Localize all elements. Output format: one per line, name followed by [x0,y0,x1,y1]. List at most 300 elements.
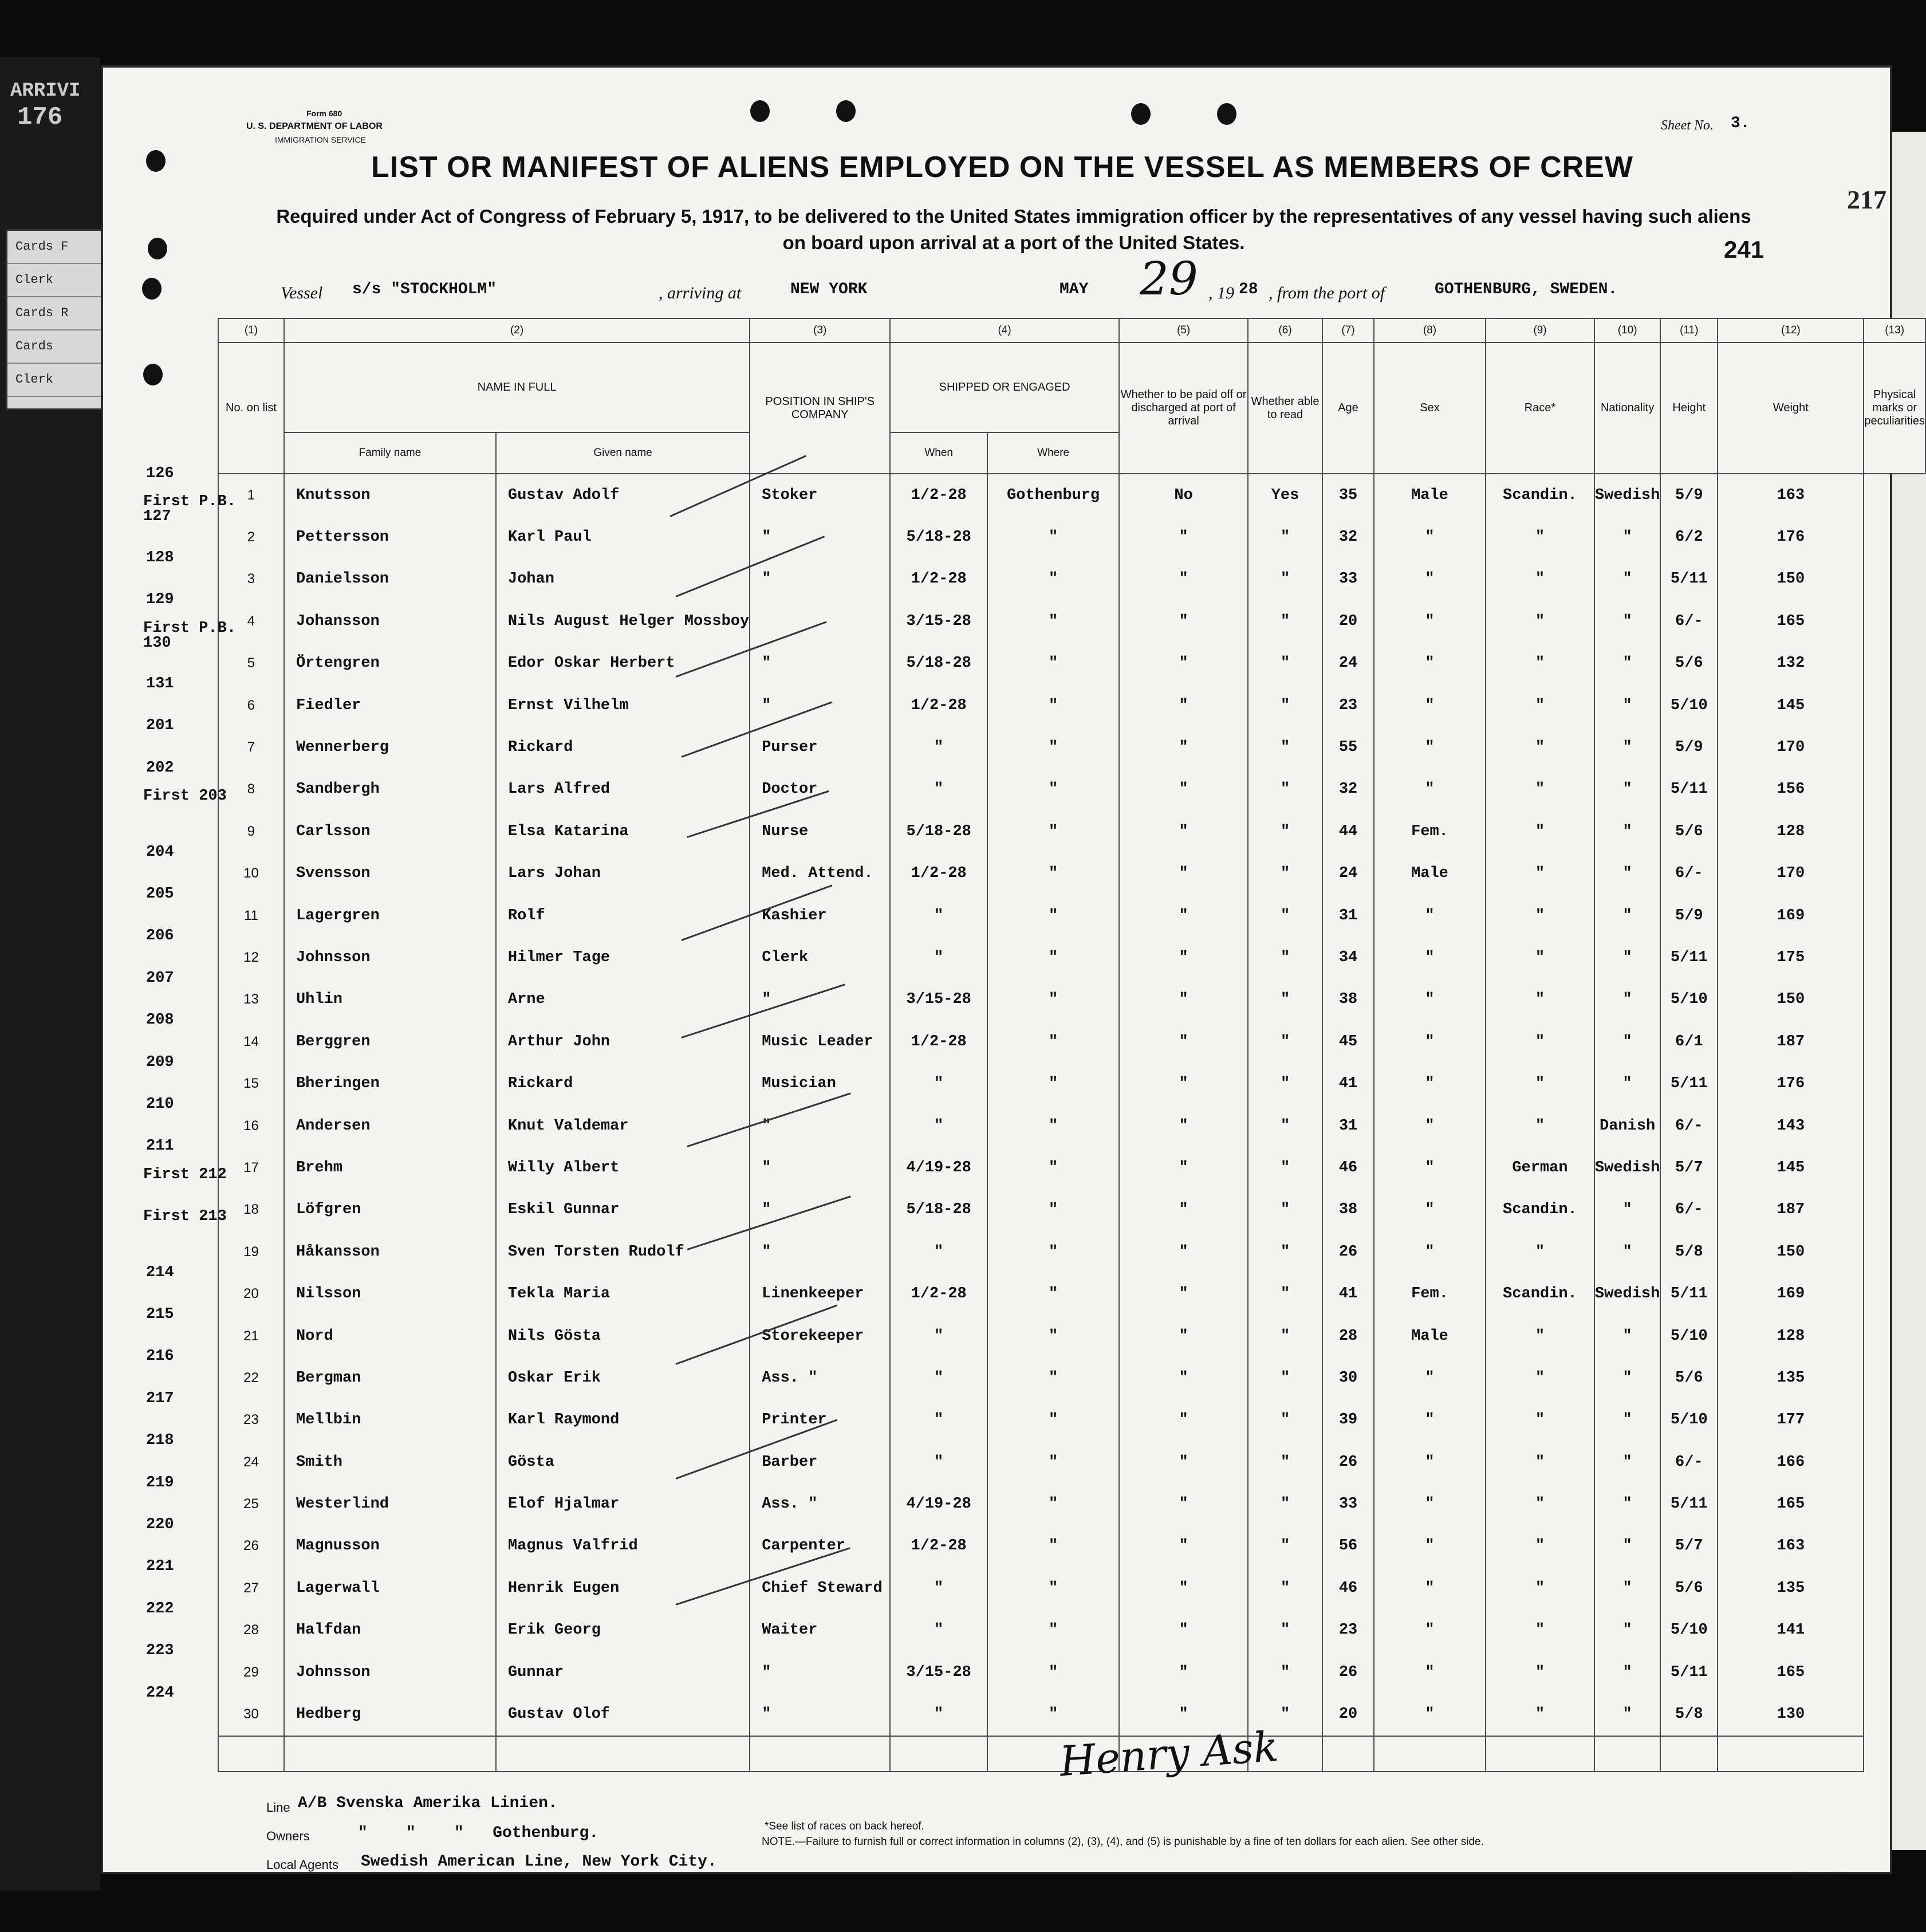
age-cell: 26 [1322,1231,1374,1273]
table-row [218,684,1925,726]
table-row [218,600,1925,642]
department-name: U. S. DEPARTMENT OF LABOR [246,121,383,131]
family-name-cell: Halfdan [284,1610,496,1651]
age-cell: 31 [1322,1105,1374,1147]
age-cell: 32 [1322,516,1374,558]
register-mark: 214 [146,1264,174,1281]
register-mark: 205 [146,886,174,903]
height-cell: 6/- [1660,1189,1718,1231]
given-name-cell: Gunnar [496,1651,750,1693]
column-number: (8) [1374,318,1486,343]
register-mark: 204 [146,843,174,861]
register-mark: 210 [146,1096,174,1113]
row-number: 29 [218,1651,284,1693]
weight-cell: 170 [1718,853,1864,895]
position-cell: Kashier [750,895,890,937]
given-name-cell: Ernst Vilhelm [496,684,750,726]
engaged-where-cell: " [987,1147,1119,1189]
height-cell: 6/- [1660,600,1718,642]
able-to-read-cell: " [1248,726,1322,768]
age-cell: 33 [1322,1483,1374,1525]
race-cell: " [1486,1063,1594,1104]
table-row [218,643,1925,684]
engaged-where-cell: " [987,1693,1119,1736]
age-cell: 41 [1322,1063,1374,1104]
race-cell: " [1486,1567,1594,1609]
given-name-cell: Elof Hjalmar [496,1483,750,1525]
nationality-cell: " [1594,1399,1660,1441]
position-cell: Stoker [750,474,890,516]
height-cell: 5/10 [1660,1315,1718,1357]
paid-off-cell: " [1119,1105,1248,1147]
age-cell: 46 [1322,1147,1374,1189]
engaged-when-cell: " [890,1105,987,1147]
column-number: (7) [1322,318,1374,343]
family-name-cell: Brehm [284,1147,496,1189]
column-number: (3) [750,318,890,343]
header-no-on-list: No. on list [218,343,284,474]
nationality-cell: " [1594,1525,1660,1567]
register-mark: First 203 [143,788,227,805]
engaged-when-cell: 1/2-28 [890,853,987,895]
weight-cell: 165 [1718,1651,1864,1693]
position-cell: Doctor [750,769,890,810]
paid-off-cell: " [1119,1483,1248,1525]
position-cell: " [750,1147,890,1189]
age-cell: 23 [1322,1610,1374,1651]
arrival-month: MAY [1060,281,1089,298]
able-to-read-cell: " [1248,1021,1322,1063]
given-name-cell: Arthur John [496,1021,750,1063]
sex-cell: Male [1374,1315,1486,1357]
punch-hole [142,278,162,300]
register-mark: First P.B. 127 [143,493,237,526]
register-mark: 126 [146,465,174,482]
table-row [218,474,1925,516]
height-cell: 6/- [1660,853,1718,895]
able-to-read-cell: " [1248,1693,1322,1736]
row-number: 24 [218,1441,284,1483]
vessel-name: s/s "STOCKHOLM" [352,281,497,298]
paid-off-cell: " [1119,1189,1248,1231]
crew-manifest-table [218,318,1926,1772]
engaged-where-cell: " [987,1399,1119,1441]
family-name-cell: Andersen [284,1105,496,1147]
family-name-cell: Danielsson [284,558,496,600]
family-name-cell: Johnsson [284,1651,496,1693]
register-mark: 129 [146,591,174,609]
row-number: 27 [218,1567,284,1609]
paid-off-cell: " [1119,769,1248,810]
sex-cell: " [1374,937,1486,978]
table-row [218,979,1925,1021]
register-mark: First 212 [143,1166,227,1183]
row-number: 12 [218,937,284,978]
height-cell: 5/10 [1660,979,1718,1021]
engaged-when-cell: 5/18-28 [890,1189,987,1231]
paid-off-cell: " [1119,853,1248,895]
row-number: 7 [218,726,284,768]
age-cell: 34 [1322,937,1374,978]
table-row [218,1063,1925,1104]
column-number: (11) [1660,318,1718,343]
row-number: 2 [218,516,284,558]
age-cell: 45 [1322,1021,1374,1063]
paid-off-cell: " [1119,1063,1248,1104]
nationality-cell: " [1594,810,1660,852]
given-name-cell: Lars Alfred [496,769,750,810]
row-number: 15 [218,1063,284,1104]
table-row [218,1315,1925,1357]
given-name-cell: Lars Johan [496,853,750,895]
right-page-number: 217 [1847,185,1886,214]
engaged-where-cell: " [987,853,1119,895]
position-cell: Ass. " [750,1483,890,1525]
column-number: (10) [1594,318,1660,343]
engaged-when-cell: " [890,1399,987,1441]
table-row [218,726,1925,768]
able-to-read-cell: " [1248,853,1322,895]
engaged-when-cell: 1/2-28 [890,1525,987,1567]
table-row [218,1273,1925,1315]
nationality-cell: " [1594,1357,1660,1399]
punch-hole [1131,103,1151,125]
weight-cell: 150 [1718,1231,1864,1273]
nationality-cell: " [1594,1315,1660,1357]
table-row [218,1651,1925,1693]
age-cell: 20 [1322,1693,1374,1736]
engaged-when-cell: 4/19-28 [890,1483,987,1525]
register-mark: 217 [146,1390,174,1407]
height-cell: 5/10 [1660,1610,1718,1651]
row-number: 18 [218,1189,284,1231]
nationality-cell: " [1594,1441,1660,1483]
race-cell: " [1486,1693,1594,1736]
family-name-cell: Lagerwall [284,1567,496,1609]
race-cell: " [1486,1399,1594,1441]
sex-cell: " [1374,726,1486,768]
engaged-where-cell: " [987,1063,1119,1104]
register-mark: 202 [146,759,174,777]
race-cell: " [1486,558,1594,600]
table-row [218,1189,1925,1231]
engaged-where-cell: " [987,1273,1119,1315]
position-cell: " [750,1693,890,1736]
table-row [218,810,1925,852]
family-name-cell: Nord [284,1315,496,1357]
able-to-read-cell: " [1248,1189,1322,1231]
given-name-cell: Elsa Katarina [496,810,750,852]
family-name-cell: Johnsson [284,937,496,978]
given-name-cell: Rickard [496,726,750,768]
given-name-cell: Karl Raymond [496,1399,750,1441]
subtitle-line: on board upon arrival at a port of the United States. [782,232,1245,253]
row-number: 5 [218,643,284,684]
given-name-cell: Rickard [496,1063,750,1104]
header-shipped-engaged: SHIPPED OR ENGAGED [890,343,1119,432]
age-cell: 28 [1322,1315,1374,1357]
table-row [218,937,1925,978]
row-number: 26 [218,1525,284,1567]
margin-card-label: Clerk [7,364,122,397]
able-to-read-cell: " [1248,600,1322,642]
punch-hole [836,100,856,122]
paid-off-cell: " [1119,1357,1248,1399]
paid-off-cell: " [1119,600,1248,642]
height-cell: 5/11 [1660,558,1718,600]
row-number: 20 [218,1273,284,1315]
nationality-cell: " [1594,684,1660,726]
header-given-name: Given name [496,432,750,474]
able-to-read-cell: " [1248,1273,1322,1315]
position-cell: Carpenter [750,1525,890,1567]
age-cell: 55 [1322,726,1374,768]
margin-card-label: Cards [7,330,122,364]
table-row [218,1567,1925,1609]
engaged-when-cell: " [890,726,987,768]
sex-cell: Fem. [1374,1273,1486,1315]
position-cell: " [750,1105,890,1147]
race-cell: " [1486,600,1594,642]
sex-cell: " [1374,643,1486,684]
race-cell: " [1486,643,1594,684]
engaged-where-cell: " [987,726,1119,768]
weight-cell: 187 [1718,1189,1864,1231]
race-cell: " [1486,769,1594,810]
nationality-cell: " [1594,769,1660,810]
race-cell: " [1486,853,1594,895]
sex-cell: " [1374,979,1486,1021]
row-number: 28 [218,1610,284,1651]
position-cell [750,600,890,642]
paid-off-cell: " [1119,726,1248,768]
punch-hole [143,364,163,385]
engaged-when-cell: 3/15-28 [890,979,987,1021]
row-number: 3 [218,558,284,600]
sex-cell: " [1374,558,1486,600]
sex-cell: " [1374,1441,1486,1483]
register-mark: 207 [146,969,174,987]
register-mark: 224 [146,1684,174,1702]
age-cell: 41 [1322,1273,1374,1315]
age-cell: 20 [1322,600,1374,642]
paid-off-cell: " [1119,1441,1248,1483]
position-cell: " [750,516,890,558]
family-name-cell: Magnusson [284,1525,496,1567]
paid-off-cell: " [1119,1525,1248,1567]
weight-cell: 176 [1718,1063,1864,1104]
register-mark: 206 [146,927,174,945]
age-cell: 39 [1322,1399,1374,1441]
given-name-cell: Oskar Erik [496,1357,750,1399]
weight-cell: 128 [1718,810,1864,852]
family-name-cell: Nilsson [284,1273,496,1315]
able-to-read-cell: " [1248,1063,1322,1104]
table-row [218,1105,1925,1147]
sex-cell: " [1374,1105,1486,1147]
weight-cell: 150 [1718,558,1864,600]
margin-card-label: Cards R [7,297,122,330]
family-name-cell: Smith [284,1441,496,1483]
row-number: 19 [218,1231,284,1273]
weight-cell: 145 [1718,1147,1864,1189]
weight-cell: 166 [1718,1441,1864,1483]
paid-off-cell: " [1119,1610,1248,1651]
engaged-when-cell: 1/2-28 [890,1273,987,1315]
age-cell: 33 [1322,558,1374,600]
able-to-read-cell: " [1248,1231,1322,1273]
table-row [218,1693,1925,1736]
age-cell: 23 [1322,684,1374,726]
sex-cell: " [1374,684,1486,726]
given-name-cell: Gösta [496,1441,750,1483]
header-name-in-full: NAME IN FULL [284,343,750,432]
engaged-when-cell: " [890,937,987,978]
column-number: (2) [284,318,750,343]
sheet-label: Sheet No. [1661,118,1714,133]
weight-cell: 169 [1718,1273,1864,1315]
arrival-day: 29 [1140,252,1198,305]
position-cell: " [750,1651,890,1693]
height-cell: 5/10 [1660,684,1718,726]
margin-card-label: Cards F [7,231,122,264]
officer-signature: Henry Ask [1058,1722,1280,1786]
age-cell: 32 [1322,769,1374,810]
departure-port: GOTHENBURG, SWEDEN. [1435,281,1618,298]
height-cell: 5/11 [1660,1651,1718,1693]
nationality-cell: " [1594,1483,1660,1525]
engaged-where-cell: " [987,810,1119,852]
column-number: (9) [1486,318,1594,343]
able-to-read-cell: " [1248,895,1322,937]
race-cell: Scandin. [1486,474,1594,516]
column-number: (13) [1864,318,1925,343]
engaged-when-cell: 3/15-28 [890,1651,987,1693]
height-cell: 6/2 [1660,516,1718,558]
race-cell: " [1486,1610,1594,1651]
register-mark: 221 [146,1558,174,1576]
weight-cell: 145 [1718,684,1864,726]
header-physical-marks: Physical marks or peculiarities [1864,343,1925,474]
race-cell: " [1486,516,1594,558]
engaged-when-cell: 5/18-28 [890,643,987,684]
given-name-cell: Hilmer Tage [496,937,750,978]
column-number: (1) [218,318,284,343]
family-name-cell: Pettersson [284,516,496,558]
engaged-when-cell: " [890,1357,987,1399]
sex-cell: Male [1374,853,1486,895]
sex-cell: " [1374,1147,1486,1189]
position-cell: " [750,558,890,600]
paid-off-cell: " [1119,643,1248,684]
race-cell: " [1486,684,1594,726]
header-able-to-read: Whether able to read [1248,343,1322,474]
register-mark: 208 [146,1012,174,1029]
engaged-where-cell: " [987,1021,1119,1063]
able-to-read-cell: " [1248,1483,1322,1525]
engaged-where-cell: " [987,937,1119,978]
paid-off-cell: " [1119,937,1248,978]
race-cell: " [1486,1483,1594,1525]
sex-cell: " [1374,1651,1486,1693]
able-to-read-cell: " [1248,1567,1322,1609]
header-sex: Sex [1374,343,1486,474]
header-age: Age [1322,343,1374,474]
paid-off-cell: " [1119,1651,1248,1693]
engaged-where-cell: " [987,1567,1119,1609]
nationality-cell: " [1594,1567,1660,1609]
register-mark: 201 [146,717,174,735]
age-cell: 46 [1322,1567,1374,1609]
given-name-cell: Gustav Olof [496,1693,750,1736]
race-cell: Scandin. [1486,1189,1594,1231]
height-cell: 5/11 [1660,1063,1718,1104]
row-number: 22 [218,1357,284,1399]
register-mark: 211 [146,1138,174,1155]
given-name-cell: Johan [496,558,750,600]
paid-off-cell: " [1119,1273,1248,1315]
row-number: 11 [218,895,284,937]
column-number: (4) [890,318,1119,343]
given-name-cell: Arne [496,979,750,1021]
race-cell: " [1486,895,1594,937]
document-subtitle [126,203,1901,256]
weight-cell: 150 [1718,979,1864,1021]
table-row [218,558,1925,600]
row-number: 4 [218,600,284,642]
engaged-where-cell: " [987,1231,1119,1273]
engaged-when-cell: 5/18-28 [890,516,987,558]
position-cell: Clerk [750,937,890,978]
height-cell: 6/- [1660,1105,1718,1147]
sex-cell: " [1374,1483,1486,1525]
engaged-when-cell: 3/15-28 [890,600,987,642]
given-name-cell: Sven Torsten Rudolf [496,1231,750,1273]
height-cell: 5/11 [1660,1483,1718,1525]
table-row [218,1147,1925,1189]
engaged-where-cell: " [987,600,1119,642]
sex-cell: " [1374,516,1486,558]
edge-number: 176 [17,103,63,132]
race-cell: " [1486,1231,1594,1273]
register-mark: 128 [146,549,174,566]
column-number: (6) [1248,318,1322,343]
race-note: *See list of races on back hereof. [765,1820,924,1832]
position-cell: " [750,1231,890,1273]
position-cell: Barber [750,1441,890,1483]
able-to-read-cell: " [1248,1651,1322,1693]
table-row [218,516,1925,558]
row-number: 25 [218,1483,284,1525]
weight-cell: 163 [1718,474,1864,516]
weight-cell: 187 [1718,1021,1864,1063]
table-row [218,895,1925,937]
height-cell: 5/6 [1660,643,1718,684]
row-number: 13 [218,979,284,1021]
family-name-cell: Håkansson [284,1231,496,1273]
engaged-when-cell: 1/2-28 [890,684,987,726]
table-row [218,1021,1925,1063]
header-race: Race* [1486,343,1594,474]
paid-off-cell: " [1119,1567,1248,1609]
given-name-cell: Willy Albert [496,1147,750,1189]
family-name-cell: Knutsson [284,474,496,516]
engaged-where-cell: " [987,558,1119,600]
family-name-cell: Wennerberg [284,726,496,768]
weight-cell: 165 [1718,600,1864,642]
punch-hole [750,100,770,122]
sex-cell: " [1374,1231,1486,1273]
